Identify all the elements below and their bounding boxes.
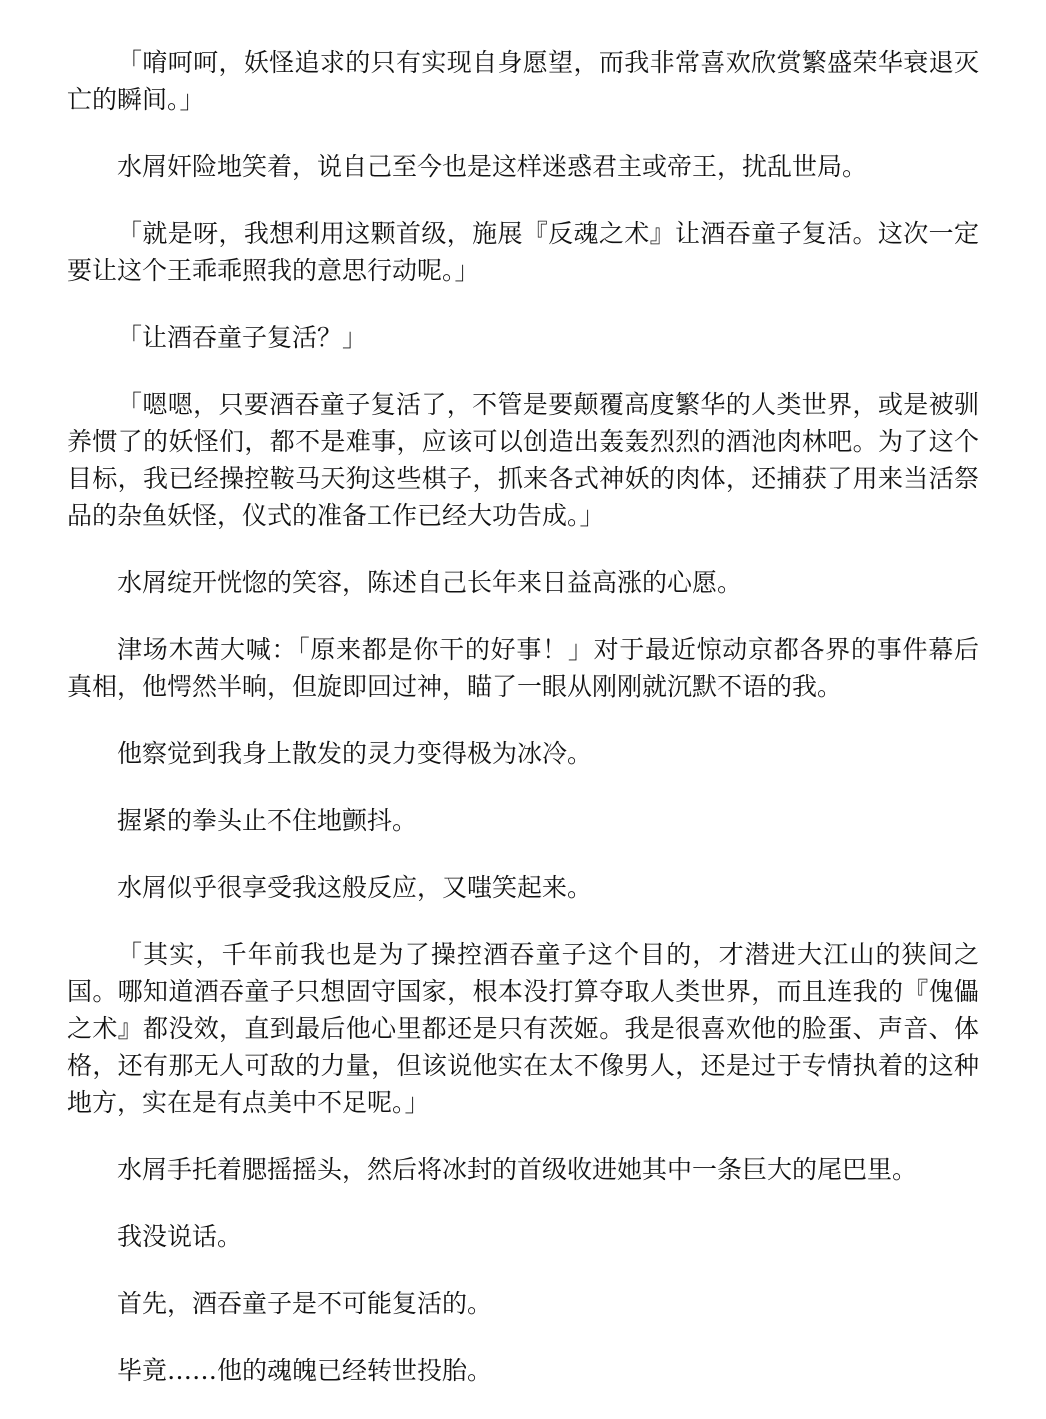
paragraph: 「让酒吞童子复活？」 [117, 323, 368, 352]
paragraph: 「其实，千年前我也是为了操控酒吞童子这个目的，才潜进大江山的狭间之国。哪知道酒吞童子只想固守国家，根本没打算夺取人类世界，而且连我的『傀儡之术』都没效，直到最后他心里都还是只有茨姬。我是很喜欢他的脸蛋、声音、体格，还有那无人可敌的力量，但该说他实在太不像男人，还是过于专情执着的这种地方，实在是有点美中不足呢。」 [67, 940, 979, 1117]
paragraph: 毕竟……他的魂魄已经转世投胎。 [117, 1356, 493, 1385]
paragraph: 津场木茜大喊：「原来都是你干的好事！」对于最近惊动京都各界的事件幕后真相，他愕然半晌，但旋即回过神，瞄了一眼从刚刚就沉默不语的我。 [67, 635, 979, 701]
document-page [67, 44, 979, 1419]
paragraph: 「唷呵呵，妖怪追求的只有实现自身愿望，而我非常喜欢欣赏繁盛荣华衰退灭亡的瞬间。」 [67, 48, 979, 114]
paragraph: 水屑奸险地笑着，说自己至今也是这样迷惑君主或帝王，扰乱世局。 [117, 152, 868, 181]
paragraph: 握紧的拳头止不住地颤抖。 [117, 806, 418, 835]
paragraph: 「嗯嗯，只要酒吞童子复活了，不管是要颠覆高度繁华的人类世界，或是被驯养惯了的妖怪们，都不是难事，应该可以创造出轰轰烈烈的酒池肉林吧。为了这个目标，我已经操控鞍马天狗这些棋子，抓来各式神妖的肉体，还捕获了用来当活祭品的杂鱼妖怪，仪式的准备工作已经大功告成。」 [67, 390, 979, 530]
paragraph: 「就是呀，我想利用这颗首级，施展『反魂之术』让酒吞童子复活。这次一定要让这个王乖乖照我的意思行动呢。」 [67, 219, 979, 285]
paragraph: 他察觉到我身上散发的灵力变得极为冰冷。 [117, 739, 593, 768]
paragraph: 水屑手托着腮摇摇头，然后将冰封的首级收进她其中一条巨大的尾巴里。 [117, 1155, 918, 1184]
paragraph: 水屑似乎很享受我这般反应，又嗤笑起来。 [117, 873, 593, 902]
paragraph: 首先，酒吞童子是不可能复活的。 [117, 1289, 493, 1318]
paragraph: 水屑绽开恍惚的笑容，陈述自己长年来日益高涨的心愿。 [117, 568, 743, 597]
paragraph: 我没说话。 [117, 1222, 243, 1251]
